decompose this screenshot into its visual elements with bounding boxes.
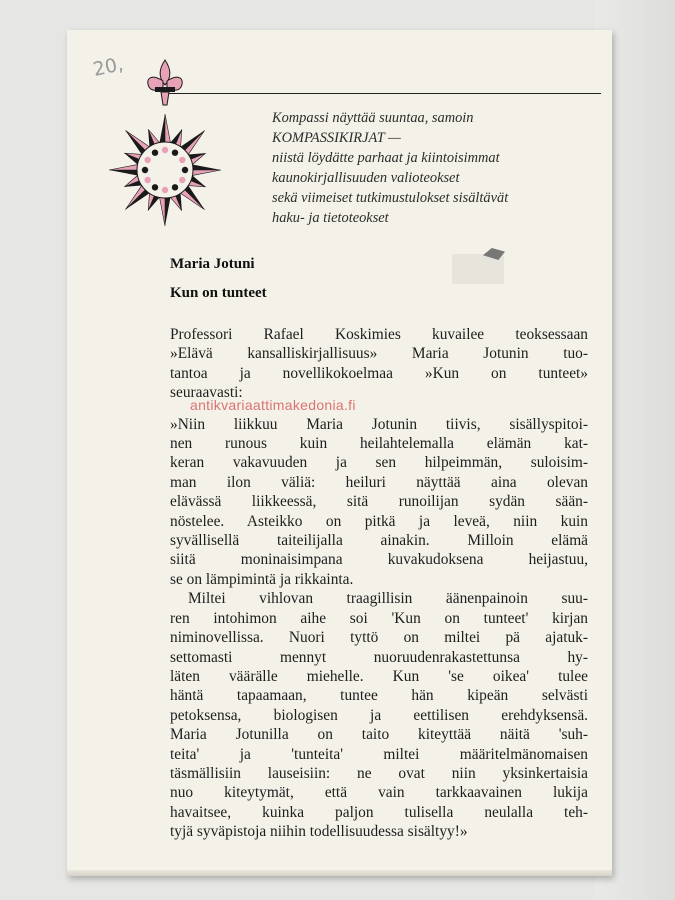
compass-bead xyxy=(179,177,185,183)
intro-paragraph xyxy=(170,325,588,403)
text-line: elävässä liikkeessä, sitä runoilijan sydän sään- xyxy=(170,493,588,511)
compass-bead xyxy=(142,167,148,173)
text-line: täsmällisiin lauseisiin: ne ovat niin yksinkertaisia xyxy=(170,764,588,782)
tagline-line: haku- ja tietoteokset xyxy=(272,210,389,226)
tagline-line: Kompassi näyttää suuntaa, samoin xyxy=(272,110,474,126)
compass-point xyxy=(165,114,170,143)
text-line: »Elävä kansalliskirjallisuus» Maria Jotunin tuo- xyxy=(170,345,588,363)
pencil-price-mark: 20, xyxy=(91,53,126,81)
text-line: Maria Jotunilla on taito kiteyttää näitä 'suh- xyxy=(170,726,588,744)
text-line: petoksensa, biologisen ja eettilisen erehdyksensä. xyxy=(170,706,588,724)
compass-point xyxy=(165,197,170,226)
text-line: tantoa ja novellikokoelmaa »Kun on tunteet» xyxy=(170,364,588,382)
text-line: Professori Rafael Koskimies kuvailee teoksessaan xyxy=(170,326,588,343)
tagline-line: KOMPASSIKIRJAT — xyxy=(272,130,401,146)
tagline-line: kaunokirjallisuuden valioteokset xyxy=(272,170,460,186)
text-line: nen runous kuin heilahtelemalla elämän kat- xyxy=(170,435,588,453)
text-line: se on lämpimintä ja rikkainta. xyxy=(170,570,354,588)
author-name: Maria Jotuni xyxy=(170,256,255,272)
text-line: teita' ja 'tunteita' miltei määritelmänomaisen xyxy=(170,745,588,763)
text-line: siitä moninaisimpana kuvakudoksena heijastuu, xyxy=(170,551,588,569)
book-title: Kun on tunteet xyxy=(170,285,267,301)
text-line: seuraavasti: xyxy=(170,384,243,402)
text-line: syvällisellä taiteilijalla ainakin. Milloin elämä xyxy=(170,532,588,550)
book-back-cover xyxy=(67,30,612,876)
text-line: Miltei vihlovan traagillisin äänenpainoin suu- xyxy=(188,590,588,608)
seller-watermark: antikvariaattimakedonia.fi xyxy=(190,397,356,413)
compass-bead xyxy=(172,149,178,155)
compass-point xyxy=(192,165,221,170)
compass-point xyxy=(109,170,138,175)
text-line: tyjä syväpistoja niihin todellisuudessa sisältyy!» xyxy=(170,823,468,841)
compass-bead xyxy=(162,187,168,193)
quote-paragraph-2 xyxy=(170,589,588,841)
compass-bead xyxy=(162,147,168,153)
book-page-edge xyxy=(67,870,612,876)
text-line: man ilon väliä: heiluri näyttää aina olevan xyxy=(170,473,588,491)
series-tagline xyxy=(272,108,612,228)
compass-bead xyxy=(172,184,178,190)
text-line: keran vakavuuden ja sen hilpeimmän, suloisim- xyxy=(170,454,588,472)
compass-bead xyxy=(144,157,150,163)
compass-bead xyxy=(179,157,185,163)
compass-bead xyxy=(152,149,158,155)
tagline-line: niistä löydätte parhaat ja kiintoisimmat xyxy=(272,150,500,166)
compass-point xyxy=(192,170,221,175)
fleur-de-lis-icon xyxy=(148,60,182,105)
text-line: niminovellissa. Nuori tyttö on miltei pä ajatuk- xyxy=(170,629,588,647)
compass-rose-icon xyxy=(109,114,221,226)
compass-point xyxy=(109,165,138,170)
compass-bead xyxy=(144,177,150,183)
text-line: häntä tapaamaan, tuntee hän kipeän selvästi xyxy=(170,687,588,705)
compass-point xyxy=(160,114,165,143)
compass-emblem-icon xyxy=(105,45,225,230)
text-line: läten väärälle miehelle. Kun 'se oikea' tulee xyxy=(170,667,588,685)
header-rule xyxy=(165,93,601,94)
text-line: settomasti mennyt nuoruudenrakastettunsa hy- xyxy=(170,648,588,666)
text-line: nöstelee. Asteikko on pitkä ja leveä, niin kuin xyxy=(170,512,588,530)
compass-bead xyxy=(152,184,158,190)
compass-bead xyxy=(182,167,188,173)
quote-paragraph-1 xyxy=(170,415,588,590)
text-line: nuo kiteytymät, että vain tarkkaavainen lukija xyxy=(170,784,588,802)
text-line: ren intohimon aihe soi 'Kun on tunteet' kirjan xyxy=(170,609,588,627)
tagline-line: sekä viimeiset tutkimustulokset sisältävät xyxy=(272,190,509,206)
text-line: havaitsee, kuinka paljon tulisella neulalla teh- xyxy=(170,803,588,821)
compass-point xyxy=(160,197,165,226)
text-line: »Niin liikkuu Maria Jotunin tiivis, sisällyspitoi- xyxy=(170,415,588,433)
